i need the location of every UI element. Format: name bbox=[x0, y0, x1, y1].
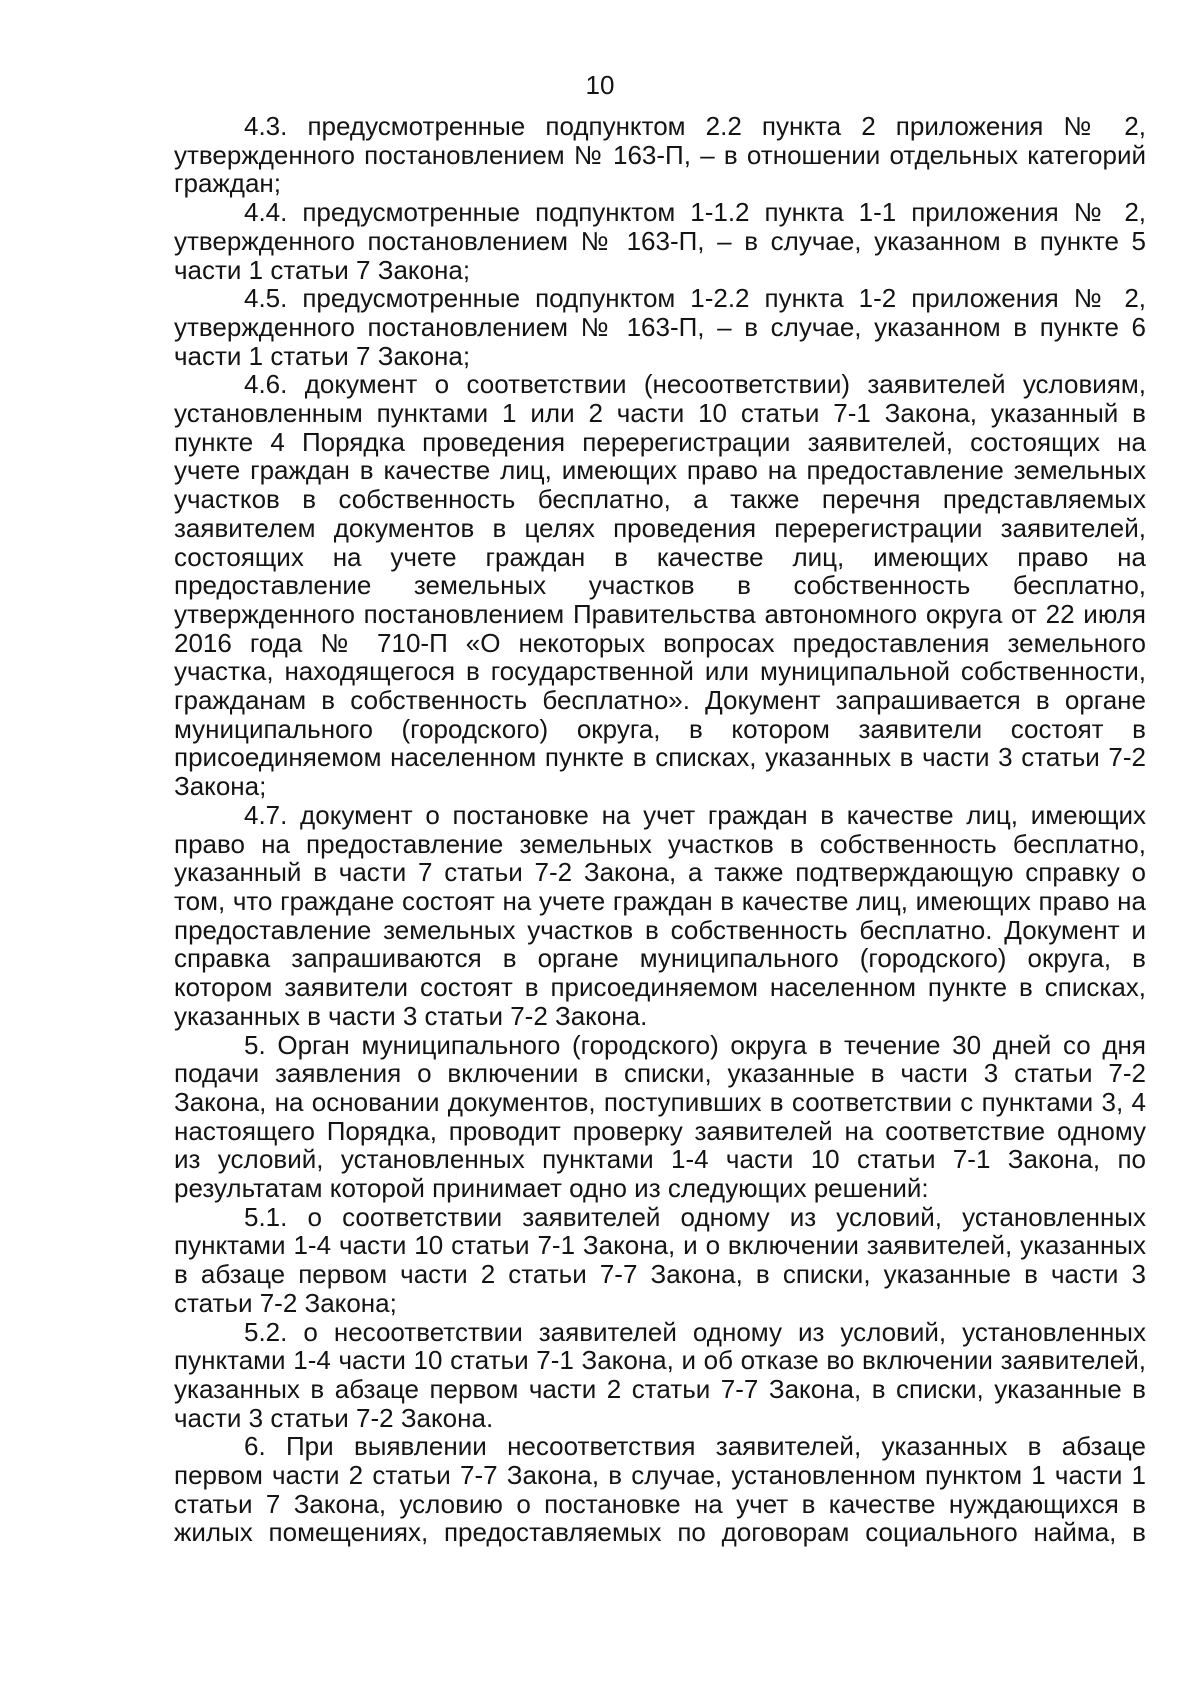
paragraph-5: 5. Орган муниципального (городского) округа в течение 30 дней со дня подачи заявления о включении в списки, указанные в части 3 статьи 7-2 Закона, на основании документов, поступивших в соответствии с пунктами 3, 4 настоящего Порядка, проводит проверку заявителей на соответствие одному из условий, установленных пунктами 1-4 части 10 статьи 7-1 Закона, по результатам которой принимает одно из следующих решений: bbox=[174, 1029, 1146, 1204]
paragraph-4-3: 4.3. предусмотренные подпунктом 2.2 пункта 2 приложения № 2, утвержденного постановлением № 163-П, – в отношении отдельных категорий граждан; bbox=[174, 111, 1146, 199]
paragraph-4-6: 4.6. документ о соответствии (несоответствии) заявителей условиям, установленным пунктами 1 или 2 части 10 статьи 7-1 Закона, указанный в пункте 4 Порядка проведения перерегистрации заявителей, состоящих на учете граждан в качестве лиц, имеющих право на предоставление земельных участков в собственность бесплатно, а также перечня представляемых заявителем документов в целях проведения перерегистрации заявителей, состоящих на учете граждан в качестве лиц, имеющих право на предоставление земельных участков в собственность бесплатно, утвержденного постановлением Правительства автономного округа от 22 июля 2016 года № 710-П «О некоторых вопросах предоставления земельного участка, находящегося в государственной или муниципальной собственности, гражданам в собственность бесплатно». Документ запрашивается в органе муниципального (городского) округа, в котором заявители состоят в присоединяемом населенном пункте в списках, указанных в части 3 статьи 7-2 Закона; bbox=[174, 369, 1146, 802]
page-number: 10 bbox=[585, 70, 615, 100]
paragraph-6: 6. При выявлении несоответствия заявителей, указанных в абзаце первом части 2 статьи 7-7 Закона, в случае, установленном пунктом 1 части 1 статьи 7 Закона, условию о постановке на учет в качестве нуждающихся в жилых помещениях, предоставляемых по договорам социального найма, в bbox=[174, 1431, 1146, 1548]
document-body bbox=[174, 112, 1146, 1547]
paragraph-4-4: 4.4. предусмотренные подпунктом 1-1.2 пункта 1-1 приложения № 2, утвержденного постановлением № 163-П, – в случае, указанном в пункте 5 части 1 статьи 7 Закона; bbox=[174, 197, 1146, 285]
paragraph-5-1: 5.1. о соответствии заявителей одному из условий, установленных пунктами 1-4 части 10 статьи 7-1 Закона, и о включении заявителей, указанных в абзаце первом части 2 статьи 7-7 Закона, в списки, указанные в части 3 статьи 7-2 Закона; bbox=[174, 1201, 1146, 1318]
paragraph-5-2: 5.2. о несоответствии заявителей одному из условий, установленных пунктами 1-4 части 10 статьи 7-1 Закона, и об отказе во включении заявителей, указанных в абзаце первом части 2 статьи 7-7 Закона, в списки, указанные в части 3 статьи 7-2 Закона. bbox=[174, 1316, 1146, 1433]
paragraph-4-5: 4.5. предусмотренные подпунктом 1-2.2 пункта 1-2 приложения № 2, утвержденного постановлением № 163-П, – в случае, указанном в пункте 6 части 1 статьи 7 Закона; bbox=[174, 283, 1146, 371]
paragraph-4-7: 4.7. документ о постановке на учет граждан в качестве лиц, имеющих право на предоставление земельных участков в собственность бесплатно, указанный в части 7 статьи 7-2 Закона, а также подтверждающую справку о том, что граждане состоят на учете граждан в качестве лиц, имеющих право на предоставление земельных участков в собственность бесплатно. Документ и справка запрашиваются в органе муниципального (городского) округа, в котором заявители состоят в присоединяемом населенном пункте в списках, указанных в части 3 статьи 7-2 Закона. bbox=[174, 799, 1146, 1031]
